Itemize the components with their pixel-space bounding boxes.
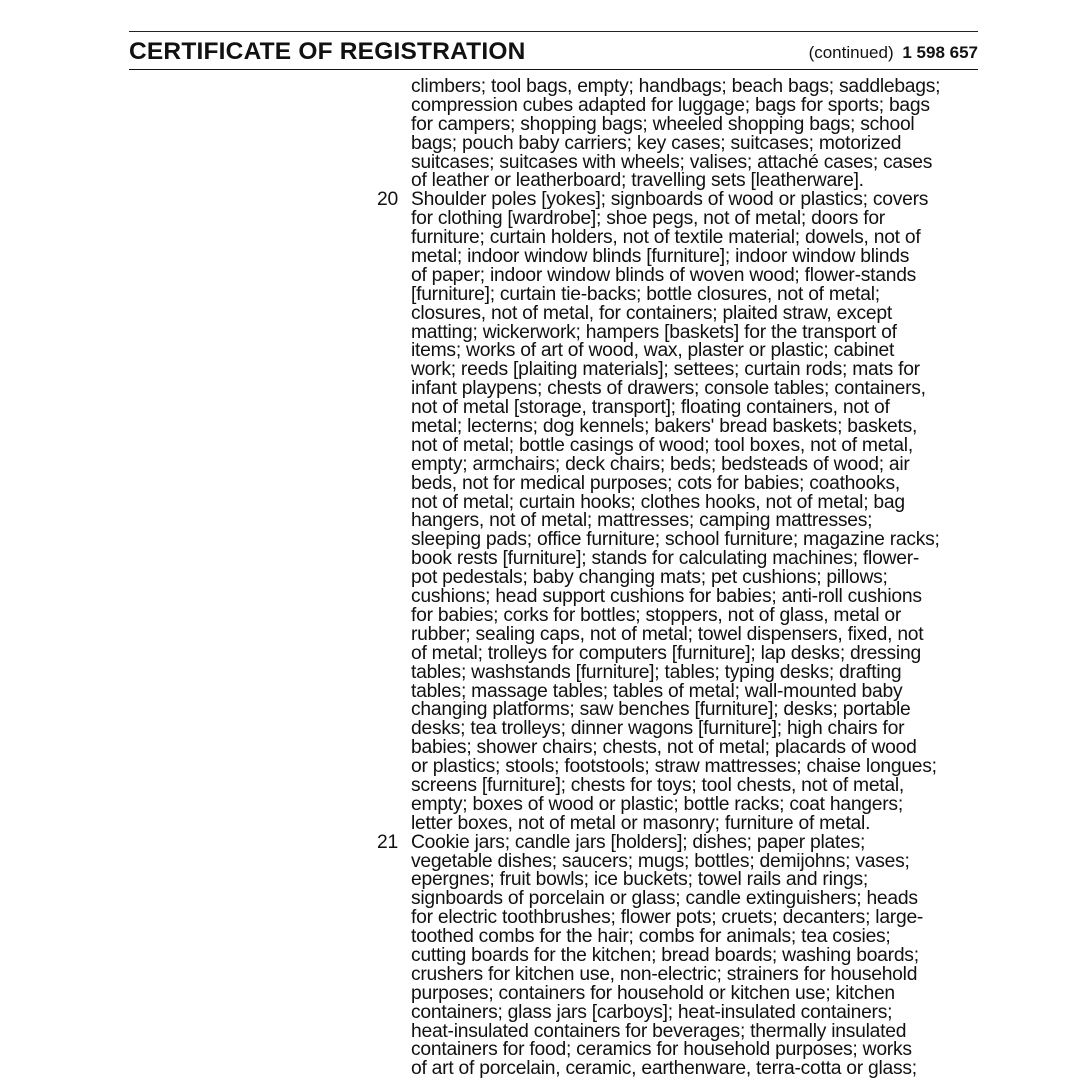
text-line: signboards of porcelain or glass; candle extinguishers; heads: [411, 888, 918, 910]
text-line: pot pedestals; baby changing mats; pet cushions; pillows;: [411, 567, 888, 589]
text-line: tables; washstands [furniture]; tables; typing desks; drafting: [411, 661, 902, 683]
registration-number: 1 598 657: [902, 43, 978, 62]
text-line: of metal; trolleys for computers [furniture]; lap desks; dressing: [411, 642, 921, 664]
text-line: work; reeds [plaiting materials]; settees; curtain rods; mats for: [411, 359, 920, 381]
top-rule: [129, 31, 978, 32]
text-line: of art of porcelain, ceramic, earthenware, terra-cotta or glass;: [411, 1058, 917, 1080]
text-line: metal; indoor window blinds [furniture]; indoor window blinds: [411, 246, 910, 268]
text-line: not of metal [storage, transport]; floating containers, not of: [411, 397, 890, 419]
text-line: for campers; shopping bags; wheeled shopping bags; school: [411, 113, 915, 135]
text-line: climbers; tool bags, empty; handbags; beach bags; saddlebags;: [411, 76, 941, 97]
header-rule: [129, 69, 978, 70]
text-line: for clothing [wardrobe]; shoe pegs, not of metal; doors for: [411, 208, 885, 230]
text-line: screens [furniture]; chests for toys; tool chests, not of metal,: [411, 774, 905, 796]
text-line: heat-insulated containers for beverages; thermally insulated: [411, 1020, 907, 1042]
text-line: of leather or leatherboard; travelling sets [leatherware].: [411, 170, 864, 192]
text-line: babies; shower chairs; chests, not of metal; placards of wood: [411, 737, 917, 759]
text-line: items; works of art of wood, wax, plaster or plastic; cabinet: [411, 340, 895, 362]
text-line: vegetable dishes; saucers; mugs; bottles; demijohns; vases;: [411, 850, 910, 872]
text-line: toothed combs for the hair; combs for animals; tea cosies;: [411, 926, 891, 948]
document-title: CERTIFICATE OF REGISTRATION: [129, 38, 526, 65]
text-line: matting; wickerwork; hampers [baskets] for the transport of: [411, 321, 897, 343]
text-line: [furniture]; curtain tie-backs; bottle closures, not of metal;: [411, 283, 880, 305]
text-line: letter boxes, not of metal or masonry; furniture of metal.: [411, 812, 871, 834]
text-line: not of metal; curtain hooks; clothes hooks, not of metal; bag: [411, 491, 905, 513]
text-line: for electric toothbrushes; flower pots; cruets; decanters; large-: [411, 907, 924, 929]
text-line: Cookie jars; candle jars [holders]; dishes; paper plates;: [411, 831, 866, 853]
text-line: suitcases; suitcases with wheels; valises; attaché cases; cases: [411, 151, 933, 173]
class-number: 20: [377, 189, 398, 211]
text-line: empty; boxes of wood or plastic; bottle racks; coat hangers;: [411, 793, 903, 815]
text-line: infant playpens; chests of drawers; console tables; containers,: [411, 378, 926, 400]
text-line: containers for food; ceramics for household purposes; works: [411, 1039, 912, 1061]
continued-label: (continued): [808, 43, 894, 62]
text-line: hangers, not of metal; mattresses; camping mattresses;: [411, 510, 873, 532]
text-line: purposes; containers for household or kitchen use; kitchen: [411, 982, 895, 1004]
text-line: rubber; sealing caps, not of metal; towel dispensers, fixed, not: [411, 623, 924, 645]
text-line: cutting boards for the kitchen; bread boards; washing boards;: [411, 944, 919, 966]
text-line: of paper; indoor window blinds of woven wood; flower-stands: [411, 264, 917, 286]
goods-class-paragraph: [377, 831, 978, 1080]
text-line: epergnes; fruit bowls; ice buckets; towel rails and rings;: [411, 869, 869, 891]
text-line: furniture; curtain holders, not of textile material; dowels, not of: [411, 227, 921, 249]
text-line: sleeping pads; office furniture; school furniture; magazine racks;: [411, 529, 940, 551]
text-line: tables; massage tables; tables of metal; wall-mounted baby: [411, 680, 903, 702]
page-header: [129, 36, 978, 68]
text-line: containers; glass jars [carboys]; heat-insulated containers;: [411, 1001, 893, 1023]
text-line: compression cubes adapted for luggage; bags for sports; bags: [411, 94, 930, 116]
class-number: 21: [377, 831, 398, 853]
text-line: closures, not of metal, for containers; plaited straw, except: [411, 302, 892, 324]
text-line: bags; pouch baby carriers; key cases; suitcases; motorized: [411, 132, 902, 154]
text-line: not of metal; bottle casings of wood; tool boxes, not of metal,: [411, 434, 913, 456]
text-line: for babies; corks for bottles; stoppers, not of glass, metal or: [411, 604, 902, 626]
text-line: Shoulder poles [yokes]; signboards of wood or plastics; covers: [411, 189, 929, 211]
text-line: empty; armchairs; deck chairs; beds; bedsteads of wood; air: [411, 453, 910, 475]
text-line: beds, not for medical purposes; cots for babies; coathooks,: [411, 472, 900, 494]
text-line: book rests [furniture]; stands for calculating machines; flower-: [411, 548, 920, 570]
text-line: cushions; head support cushions for babies; anti-roll cushions: [411, 586, 922, 608]
text-line: crushers for kitchen use, non-electric; strainers for household: [411, 963, 918, 985]
text-line: or plastics; stools; footstools; straw mattresses; chaise longues;: [411, 756, 937, 778]
text-line: metal; lecterns; dog kennels; bakers' bread baskets; baskets,: [411, 416, 918, 438]
header-continued-info: [809, 42, 978, 64]
text-line: changing platforms; saw benches [furniture]; desks; portable: [411, 699, 911, 721]
goods-class-paragraph: [377, 191, 978, 833]
text-line: desks; tea trolleys; dinner wagons [furniture]; high chairs for: [411, 718, 905, 740]
goods-class-paragraph: [377, 78, 978, 191]
goods-list: [377, 78, 978, 1079]
